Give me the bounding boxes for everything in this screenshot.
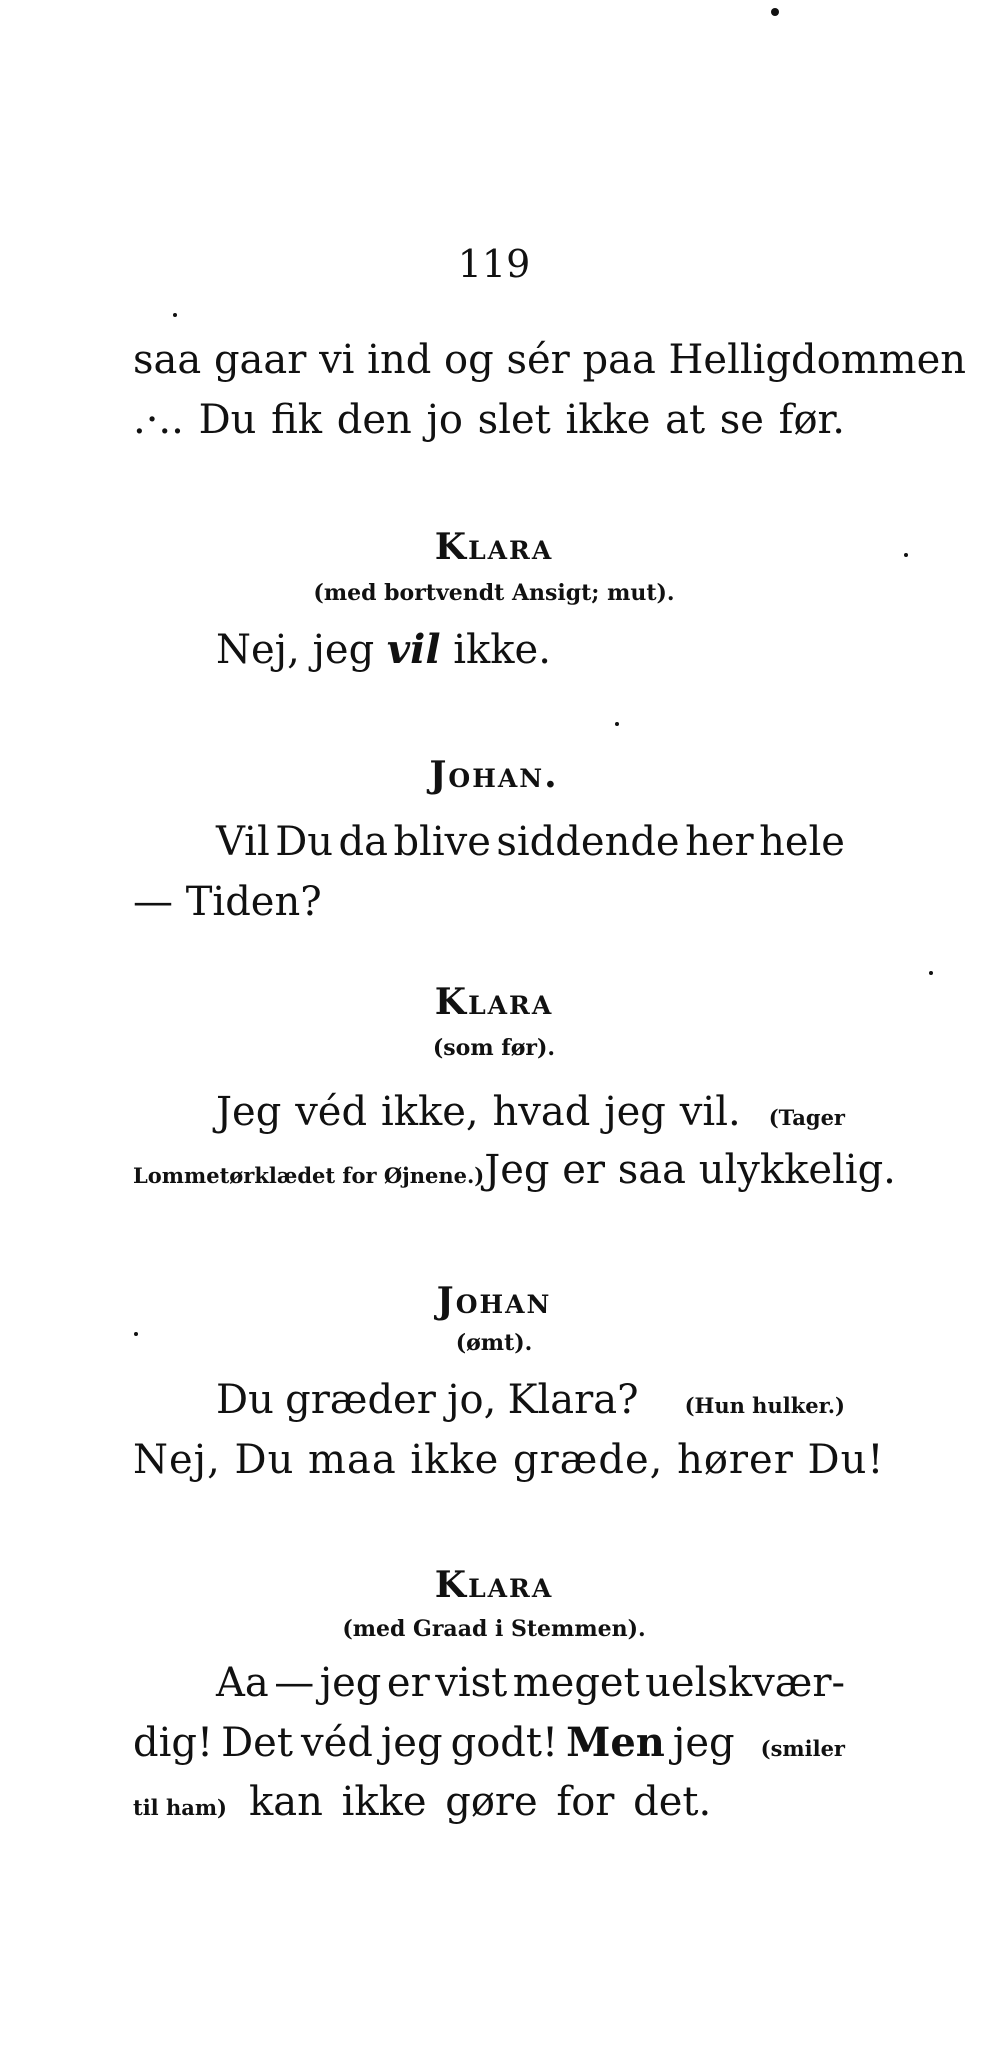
text-line-words [216,1089,741,1135]
word: blive [393,819,491,865]
word: den [336,397,412,443]
word: hvad [492,1089,591,1135]
text-line [133,1779,712,1825]
inline-stage-direction: (Tager [768,1105,845,1130]
word: Jeg [216,1089,282,1135]
text-line [133,1719,845,1766]
word: Du [216,1377,274,1423]
page-number: 119 [457,242,531,286]
word: her [685,819,754,865]
speaker-name: Klara [434,981,554,1023]
speaker-name: Johan [436,1280,552,1322]
word: jeg [672,1720,735,1766]
text-line: — Tiden? [133,879,322,925]
text-fragment: Nej, jeg [216,627,387,673]
word: dig! [133,1720,214,1766]
text-line: Nej, Du maa ikke græde, hører Du! [133,1437,885,1483]
inline-stage-direction: (smiler [760,1736,845,1761]
word: — [274,1660,315,1706]
word: Det [221,1720,293,1766]
word: Du [275,819,334,865]
word: meget [512,1660,640,1706]
word: jeg [604,1089,666,1135]
text-line [216,1377,845,1423]
text-line [216,1660,845,1706]
text-line: saa gaar vi ind og sér paa Helligdommen [133,337,967,383]
word: Vil [216,819,270,865]
text-fragment: Jeg er saa ulykkelig. [484,1147,896,1193]
text-line-words [216,1377,639,1423]
ink-speck [615,722,619,726]
word: jo [426,397,463,443]
speaker-name: Klara [434,526,554,568]
word: ikke, [380,1089,479,1135]
word: da [338,819,388,865]
word: jeg [319,1660,382,1706]
word: ikke [565,397,651,443]
word: uelskvær- [645,1660,845,1706]
speaker-name: Klara [434,1564,554,1606]
word: Men [566,1719,665,1766]
word: véd [295,1089,368,1135]
text-line-words [133,1719,735,1766]
word: siddende [496,819,680,865]
word: vil. [679,1089,741,1135]
word: se [719,397,764,443]
stage-direction: (som før). [432,1035,556,1061]
word: jeg [380,1720,443,1766]
word: jo, [447,1377,497,1423]
word: vist [435,1660,508,1706]
word: før. [778,397,845,443]
inline-stage-direction: Lommetørklædet for Øjnene.) [133,1163,485,1188]
word: Du [198,397,257,443]
word: Aa [216,1660,269,1706]
speaker-name: Johan. [429,754,559,796]
text-fragment: ikke. [440,627,551,673]
text-fragment: kan ikke gøre for det. [249,1779,712,1825]
emphasized-word: vil [386,626,441,673]
text-line [133,397,845,443]
word: hele [759,819,845,865]
word: godt! [450,1720,559,1766]
inline-stage-direction: (Hun hulker.) [684,1393,845,1418]
word: Klara? [507,1377,639,1423]
ink-speck [929,971,933,975]
word: græder [285,1377,436,1423]
text-line [133,1147,896,1193]
ink-speck [173,313,177,317]
word: fik [271,397,323,443]
stage-direction: (med Graad i Stemmen). [342,1616,646,1642]
stage-direction: (ømt). [455,1330,533,1356]
word: er [386,1660,430,1706]
ink-speck [771,8,779,16]
text-line [216,1089,845,1135]
text-line [216,819,845,865]
word: at [665,397,706,443]
inline-stage-direction: til ham) [133,1795,227,1820]
word: .·.. [133,397,184,443]
stage-direction: (med bortvendt Ansigt; mut). [313,580,675,606]
text-line [216,626,551,673]
word: slet [477,397,551,443]
word: véd [300,1720,373,1766]
